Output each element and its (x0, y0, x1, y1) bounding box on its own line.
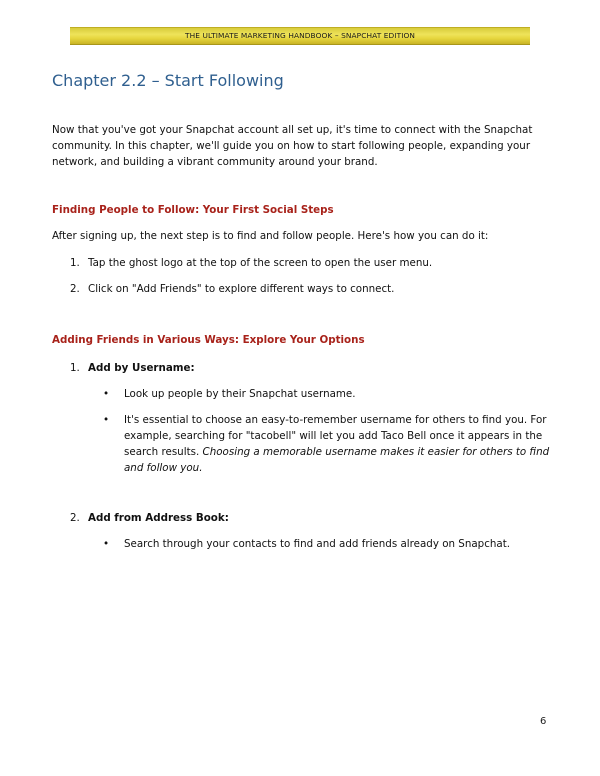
bullet-text: Search through your contacts to find and add friends already on Snapchat. (124, 538, 511, 550)
step-text: Tap the ghost logo at the top of the screen to open the user menu. (88, 257, 433, 269)
section-heading-finding-people: Finding People to Follow: Your First Social Steps (52, 204, 334, 216)
step-number: 2. (70, 283, 80, 295)
method-number: 1. (70, 362, 80, 374)
method-title-address-book (70, 511, 229, 525)
header-band (70, 27, 530, 45)
emphasis-text: Choosing a memorable username makes it easier for others to find and follow you. (124, 446, 550, 474)
numbered-step (70, 256, 432, 270)
page-number: 6 (540, 716, 547, 727)
bullet-text: It's essential to choose an easy-to-remember username for others to find you. For example, searching for "tacobell" will let you add Taco Bell once it appears in the search results. (124, 414, 547, 458)
method-number: 2. (70, 512, 80, 524)
method-title-text: Add from Address Book: (88, 512, 229, 524)
bullet-item (105, 412, 552, 476)
method-title-username (70, 361, 195, 375)
section-lead-paragraph: After signing up, the next step is to find and follow people. Here's how you can do it: (52, 230, 489, 242)
bullet-item (105, 386, 552, 402)
header-band-text: THE ULTIMATE MARKETING HANDBOOK – SNAPCHAT EDITION (184, 31, 416, 40)
bullet-dot-icon: • (103, 414, 110, 426)
bullet-text: Look up people by their Snapchat username. (124, 388, 356, 400)
chapter-title: Chapter 2.2 – Start Following (52, 71, 284, 90)
bullet-dot-icon: • (103, 538, 110, 550)
bullet-text-with-emphasis (124, 412, 552, 476)
numbered-step (70, 282, 394, 296)
intro-paragraph: Now that you've got your Snapchat account all set up, it's time to connect with the Snapchat community. In this chapter, we'll guide you on how to start following people, expanding your network, and building a vibrant community around your brand. (52, 124, 533, 168)
step-number: 1. (70, 257, 80, 269)
bullet-item (105, 536, 552, 552)
method-title-text: Add by Username: (88, 362, 195, 374)
step-text: Click on "Add Friends" to explore different ways to connect. (88, 283, 395, 295)
bullet-dot-icon: • (103, 388, 110, 400)
section-heading-adding-friends: Adding Friends in Various Ways: Explore Your Options (52, 334, 365, 346)
